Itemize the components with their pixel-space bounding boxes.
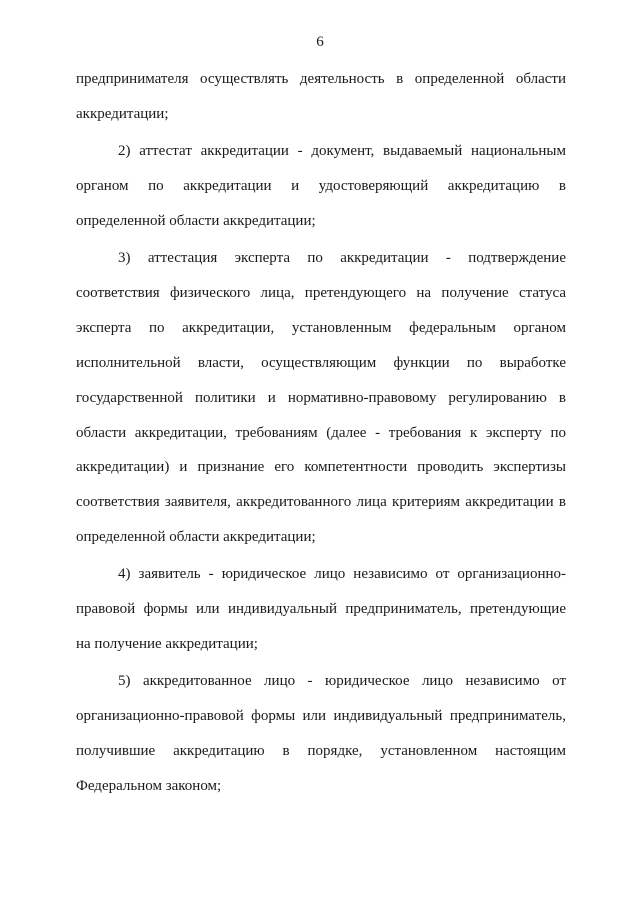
text-line: 3) аттестация эксперта по аккредитации - подтверждение xyxy=(118,250,566,267)
page-number: 6 xyxy=(316,34,324,50)
text-line: 5) аккредитованное лицо - юридическое лицо независимо от xyxy=(118,673,566,690)
text-line: предпринимателя осуществлять деятельность в определенной области xyxy=(76,71,566,87)
text-line: правовой формы или индивидуальный предприниматель, претендующие xyxy=(76,601,566,618)
text-line: на получение аккредитации; xyxy=(76,636,258,653)
paragraph-continuation xyxy=(76,62,566,132)
paragraph-item-5 xyxy=(76,664,566,804)
text-line: аккредитации) и признание его компетентности проводить экспертизы xyxy=(76,459,566,476)
text-line: организационно-правовой формы или индивидуальный предприниматель, xyxy=(76,708,566,725)
text-line: области аккредитации, требованиям (далее - требования к эксперту по xyxy=(76,424,566,441)
text-line: аккредитации; xyxy=(76,105,169,122)
text-line: определенной области аккредитации; xyxy=(76,212,316,229)
paragraph-item-2 xyxy=(76,134,566,239)
text-line: государственной политики и нормативно-правовому регулированию в xyxy=(76,389,566,406)
text-line: соответствия заявителя, аккредитованного лица критериям аккредитации в xyxy=(76,494,566,511)
text-line: 4) заявитель - юридическое лицо независимо от организационно- xyxy=(118,566,566,583)
document-body xyxy=(76,62,566,806)
text-line: 2) аттестат аккредитации - документ, выдаваемый национальным xyxy=(118,143,566,160)
text-line: Федеральном законом; xyxy=(76,778,222,794)
text-line: исполнительной власти, осуществляющим функции по выработке xyxy=(76,354,566,371)
paragraph-item-4 xyxy=(76,557,566,662)
text-line: соответствия физического лица, претендующего на получение статуса xyxy=(76,284,566,301)
text-line: эксперта по аккредитации, установленным федеральным органом xyxy=(76,319,566,336)
text-line: получившие аккредитацию в порядке, установленном настоящим xyxy=(76,743,566,760)
text-line: определенной области аккредитации; xyxy=(76,529,316,546)
text-line: органом по аккредитации и удостоверяющий аккредитацию в xyxy=(76,177,566,194)
paragraph-item-3 xyxy=(76,241,566,555)
